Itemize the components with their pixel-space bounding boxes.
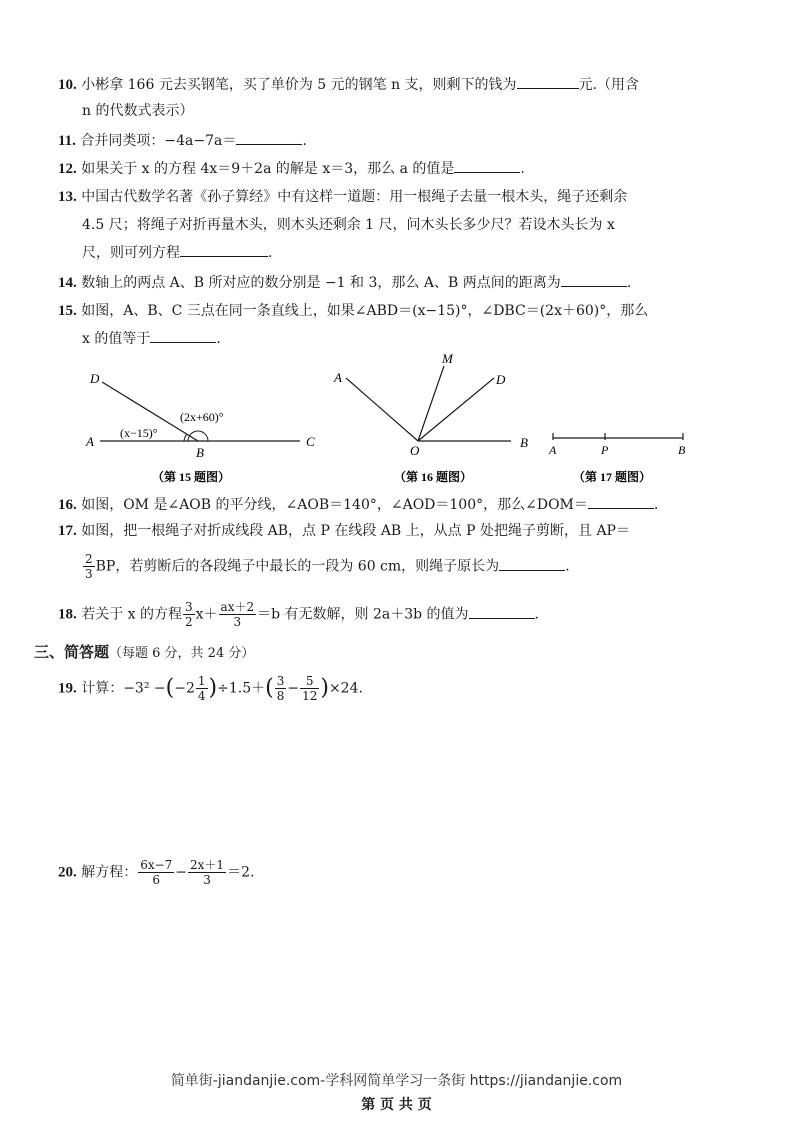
question-text: 数轴上的两点 A、B 所对应的数分别是 −1 和 3，那么 A、B 两点间的距离为 — [81, 275, 561, 291]
ray-oa — [346, 378, 418, 441]
question-11: 11. 合并同类项：−4a−7a＝ . — [58, 128, 698, 154]
fraction: $\frac{3}{8}$ — [276, 674, 285, 703]
label-angle-abd: (x−15)° — [120, 426, 158, 440]
question-text: 合并同类项：−4a−7a＝ — [80, 133, 237, 149]
question-13 — [58, 184, 698, 210]
page-number: 第 页 共 页 — [361, 1097, 432, 1113]
answer-blank[interactable] — [499, 554, 565, 571]
question-number: 15. — [58, 303, 77, 319]
fraction: $\frac{1}{4}$ — [197, 674, 206, 703]
figure-17 — [545, 420, 695, 485]
question-number: 11. — [58, 133, 76, 149]
question-14: 14. 数轴上的两点 A、B 所对应的数分别是 −1 和 3，那么 A、B 两点间的距离为 . — [58, 270, 698, 296]
question-20: 20. 解方程： $\frac{6x-7}{6}$ − $\frac{2x+1}{3}$ ＝2. — [58, 858, 255, 887]
question-number: 17. — [58, 523, 77, 539]
answer-blank[interactable] — [150, 326, 216, 343]
question-number: 19. — [58, 680, 77, 697]
question-text-tail: 元.（用含 — [578, 77, 640, 93]
fraction: $\frac{6x-7}{6}$ — [140, 858, 173, 887]
question-17-line2: $\frac{2}{3}$ BP，若剪断后的各段绳子中最长的一段为 60 cm，则绳子原长为 . — [85, 552, 570, 581]
section-heading: 三、简答题（每题 6 分，共 24 分） — [34, 643, 255, 661]
fraction: $\frac{2x+1}{3}$ — [190, 858, 225, 887]
question-19: 19. 计算：−3² −(−2 $\frac{1}{4}$ )÷1.5＋( $\frac{3}{8}$ − $\frac{5}{12}$ )×24. — [58, 674, 363, 703]
answer-blank[interactable] — [561, 270, 627, 287]
fraction: $\frac{ax+2}{3}$ — [220, 600, 255, 629]
question-number: 16. — [58, 497, 77, 513]
answer-blank[interactable] — [454, 156, 520, 173]
question-18: 18. 若关于 x 的方程 $\frac{3}{2}$ x＋ $\frac{ax+2}{3}$ ＝b 有无数解，则 2a＋3b 的值为 . — [58, 600, 539, 629]
label-d: D — [496, 372, 506, 387]
question-text: 如图，把一根绳子对折成线段 AB，点 P 在线段 AB 上，从点 P 处把绳子剪断，且 AP＝ — [81, 523, 630, 539]
question-text: x 的值等于 — [82, 331, 151, 347]
question-number: 20. — [58, 864, 77, 881]
question-12: 12. 如果关于 x 的方程 4x＝9＋2a 的解是 x＝3，那么 a 的值是 . — [58, 156, 698, 182]
question-15-line2: x 的值等于 . — [82, 326, 221, 352]
question-16: 16. 如图，OM 是∠AOB 的平分线，∠AOB＝140°，∠AOD＝100°，那么∠DOM＝ . — [58, 492, 698, 518]
answer-blank[interactable] — [469, 602, 535, 619]
label-o: O — [410, 443, 420, 458]
watermark-text: 简单街-jiandanjie.com-学科网简单学习一条街 https://jiandanjie.com — [170, 1073, 623, 1089]
figure-caption: （第 15 题图） — [152, 470, 231, 484]
label-d: D — [90, 371, 100, 386]
figure-caption: （第 17 题图） — [573, 470, 652, 484]
label-m: M — [442, 351, 453, 366]
label-angle-dbc: (2x+60)° — [180, 410, 224, 424]
question-10-line2: n 的代数式表示） — [82, 103, 194, 119]
label-c: C — [306, 434, 315, 449]
question-number: 13. — [58, 189, 77, 205]
answer-blank[interactable] — [180, 240, 268, 257]
fraction: $\frac{5}{12}$ — [302, 674, 318, 703]
question-text: 解方程： — [81, 864, 138, 881]
question-13-line3: 尺，则可列方程 . — [82, 240, 272, 266]
question-number: 12. — [58, 161, 77, 177]
answer-blank[interactable] — [517, 72, 579, 89]
question-10 — [58, 72, 698, 98]
question-17 — [58, 518, 698, 544]
fraction: $\frac{2}{3}$ — [85, 552, 93, 581]
label-b: B — [520, 435, 528, 450]
label-b: B — [678, 443, 686, 457]
label-a: A — [86, 434, 94, 449]
label-p: P — [601, 443, 609, 457]
question-number: 14. — [58, 275, 77, 291]
figure-15 — [80, 360, 330, 485]
answer-blank[interactable] — [588, 492, 654, 509]
question-text: 如图，A、B、C 三点在同一条直线上，如果∠ABD＝(x−15)°，∠DBC＝(2x＋60)°，那么 — [81, 303, 649, 319]
question-text: 中国古代数学名著《孙子算经》中有这样一道题：用一根绳子去量一根木头，绳子还剩余 — [81, 189, 628, 205]
question-text: BP，若剪断后的各段绳子中最长的一段为 60 cm，则绳子原长为 — [95, 558, 500, 575]
fraction: $\frac{3}{2}$ — [185, 600, 193, 629]
figure-caption: （第 16 题图） — [394, 470, 473, 484]
question-text: 小彬拿 166 元去买钢笔，买了单价为 5 元的钢笔 n 支，则剩下的钱为 — [81, 77, 517, 93]
question-text: 计算：−3² − — [81, 680, 166, 697]
label-a: A — [334, 370, 342, 385]
question-text: 尺，则可列方程 — [82, 245, 180, 261]
angle-arc-abd — [184, 434, 187, 441]
question-text: 如果关于 x 的方程 4x＝9＋2a 的解是 x＝3，那么 a 的值是 — [81, 161, 455, 177]
label-b: B — [196, 445, 204, 460]
label-a: A — [549, 443, 557, 457]
answer-blank[interactable] — [236, 128, 302, 145]
question-text: 如图，OM 是∠AOB 的平分线，∠AOB＝140°，∠AOD＝100°，那么∠DOM＝ — [81, 497, 588, 513]
question-text: 若关于 x 的方程 — [81, 606, 182, 623]
question-15 — [58, 298, 698, 324]
question-13-line2: 4.5 尺；将绳子对折再量木头，则木头还剩余 1 尺，问木头长多少尺？若设木头长为 x — [82, 217, 615, 233]
question-number: 18. — [58, 606, 77, 623]
question-number: 10. — [58, 77, 77, 93]
figure-16 — [326, 350, 536, 485]
